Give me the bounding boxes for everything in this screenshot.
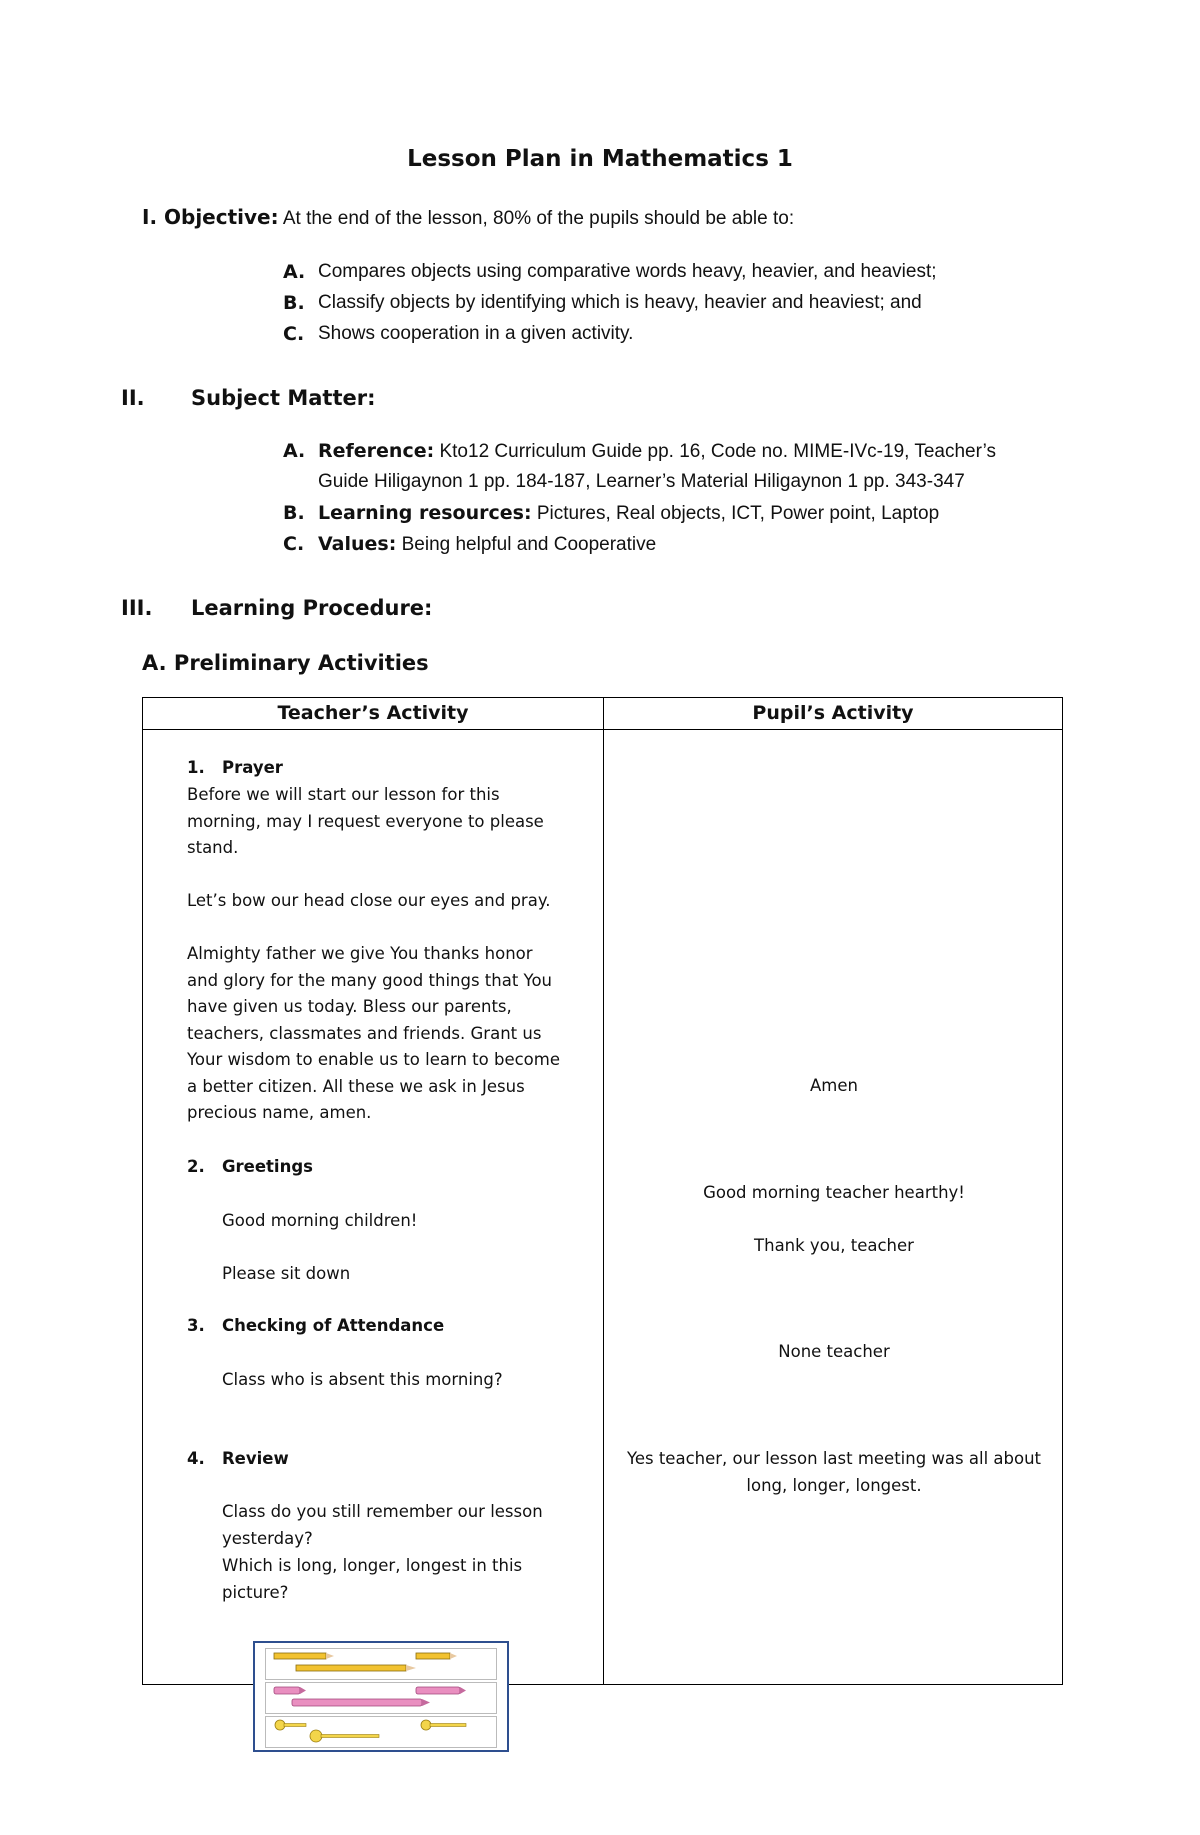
review-picture [253, 1641, 509, 1752]
reference-text: Kto12 Curriculum Guide pp. 16, Code no. MIME-IVc-19, Teacher’s [439, 441, 997, 462]
key-icon [266, 1717, 500, 1745]
text-line: stand. [187, 838, 239, 857]
text-line: teachers, classmates and friends. Grant us [187, 1023, 542, 1043]
text-line: Yes teacher, our lesson last meeting was all about [626, 1449, 1042, 1468]
review-heading: 4. Review [187, 1449, 289, 1468]
attendance-question: Class who is absent this morning? [222, 1370, 503, 1389]
prayer-intro [187, 782, 544, 862]
text-line: Your wisdom to enable us to learn to become [187, 1050, 560, 1069]
text-line: picture? [222, 1582, 289, 1602]
subject-item-letter: A. [283, 440, 306, 462]
subject-item-reference [318, 440, 996, 463]
pencil-row [265, 1648, 497, 1680]
text-line: yesterday? [222, 1528, 313, 1548]
pupil-thank-you: Thank you, teacher [754, 1236, 914, 1255]
objective-item-letter: B. [283, 292, 305, 314]
values-text: Being helpful and Cooperative [401, 534, 657, 555]
subject-item-letter: C. [283, 533, 305, 555]
pupil-amen: Amen [810, 1076, 858, 1095]
pupil-none: None teacher [778, 1342, 890, 1361]
subject-item-letter: B. [283, 502, 305, 524]
pupil-good-morning: Good morning teacher hearthy! [703, 1183, 965, 1202]
section-heading: Subject Matter: [191, 386, 376, 410]
subsection-heading: A. Preliminary Activities [142, 651, 429, 675]
subject-item-resources [318, 502, 939, 525]
header-divider [143, 729, 1062, 730]
section-number: II. [121, 386, 145, 410]
pencil-icon [266, 1649, 500, 1677]
key-row [265, 1716, 497, 1748]
text-line: long, longer, longest. [746, 1475, 922, 1495]
teacher-activity-header: Teacher’s Activity [277, 702, 469, 724]
text-line: have given us today. Bless our parents, [187, 997, 512, 1016]
reference-label: Reference: [318, 440, 435, 462]
crayon-icon [266, 1683, 500, 1711]
prayer-text [187, 941, 560, 1127]
prayer-bow: Let’s bow our head close our eyes and pray. [187, 891, 551, 910]
prayer-heading: 1. Prayer [187, 758, 283, 777]
greetings-heading: 2. Greetings [187, 1157, 313, 1176]
resources-label: Learning resources: [318, 502, 532, 524]
text-line: Almighty father we give You thanks honor [187, 944, 533, 963]
crayon-row [265, 1682, 497, 1714]
activity-table [142, 697, 1063, 1685]
section-number: III. [121, 596, 153, 620]
page-title: Lesson Plan in Mathematics 1 [407, 146, 793, 172]
values-label: Values: [318, 533, 397, 555]
objective-text: At the end of the lesson, 80% of the pupils should be able to: [282, 208, 795, 229]
objective-item-letter: C. [283, 323, 305, 345]
pupil-activity-header: Pupil’s Activity [752, 702, 914, 724]
attendance-heading: 3. Checking of Attendance [187, 1316, 445, 1335]
text-line: a better citizen. All these we ask in Jesus [187, 1076, 525, 1096]
objective-line [142, 205, 794, 230]
objective-item: Compares objects using comparative words heavy, heavier, and heaviest; [318, 261, 937, 282]
pupil-review-answer [604, 1446, 1064, 1499]
objective-item: Shows cooperation in a given activity. [318, 323, 634, 344]
resources-text: Pictures, Real objects, ICT, Power point, Laptop [536, 503, 940, 524]
objective-label: I. Objective: [142, 205, 279, 229]
text-line: Which is long, longer, longest in this [222, 1556, 523, 1575]
text-line: morning, may I request everyone to please [187, 811, 544, 831]
objective-item: Classify objects by identifying which is heavy, heavier and heaviest; and [318, 292, 922, 313]
review-question [222, 1499, 543, 1552]
text-line: Class do you still remember our lesson [222, 1502, 543, 1521]
text-line: and glory for the many good things that You [187, 970, 552, 990]
subject-item-values [318, 533, 656, 556]
text-line: precious name, amen. [187, 1103, 372, 1122]
objective-item-letter: A. [283, 261, 306, 283]
sit-down-text: Please sit down [222, 1264, 351, 1283]
section-heading: Learning Procedure: [191, 596, 433, 620]
review-picture-question [222, 1553, 522, 1606]
reference-text-continued: Guide Hiligaynon 1 pp. 184-187, Learner’s Material Hiligaynon 1 pp. 343-347 [318, 471, 965, 492]
greeting-text: Good morning children! [222, 1211, 418, 1230]
text-line: Before we will start our lesson for this [187, 785, 500, 804]
